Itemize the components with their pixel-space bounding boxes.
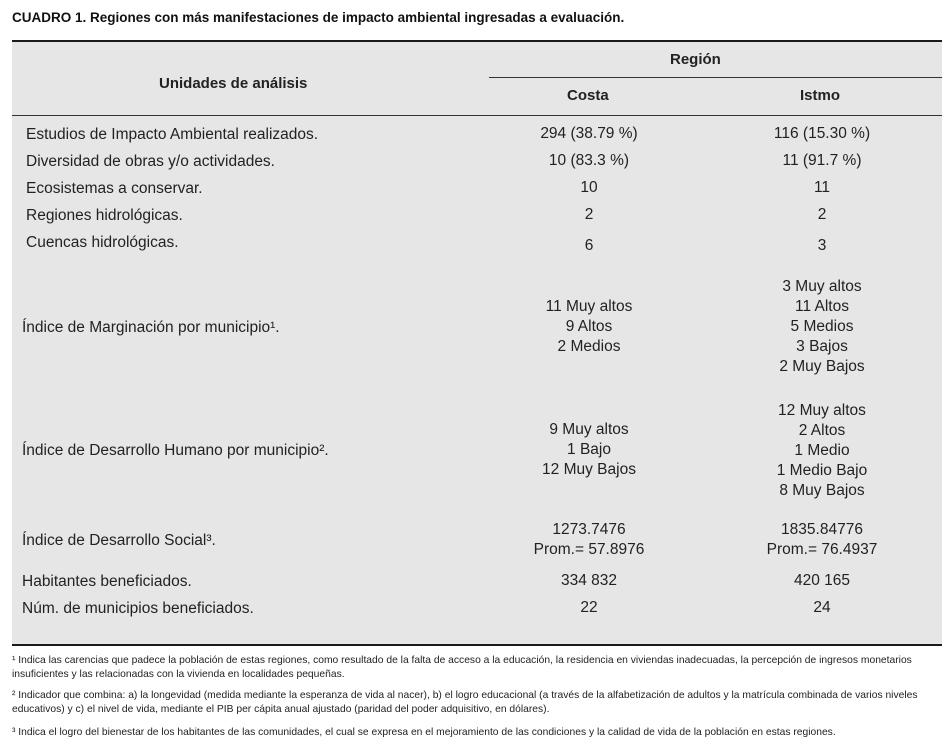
row-label: Cuencas hidrológicas.	[26, 234, 179, 251]
cell-line: 2	[584, 206, 594, 223]
cell-line: 5 Medios	[790, 318, 854, 335]
cell-istmo	[722, 571, 922, 591]
cell-istmo	[722, 598, 922, 618]
cell-costa	[489, 420, 689, 480]
cell-line: 22	[580, 599, 598, 616]
cell-costa	[489, 178, 689, 198]
footnote-2: ² Indicador que combina: a) la longevidad (medida mediante la esperanza de vida al nacer), b) el logro educacional (a través de la alfabetización de adultos y la matrícula combinada de varios niveles educativos) y c) el nivel de vida, mediante el PIB per cápita anual ajustado (paridad del poder adquisitivo, en dólares).	[12, 690, 918, 715]
cell-line: 1 Bajo	[567, 441, 611, 458]
cell-line: 334 832	[560, 572, 618, 589]
cell-line: 11	[813, 179, 831, 196]
cell-line: 2	[817, 206, 827, 223]
cell-line: 420 165	[793, 572, 851, 589]
cell-costa	[489, 124, 689, 144]
cell-line: Prom.= 76.4937	[766, 541, 878, 558]
cell-line: 8 Muy Bajos	[779, 482, 865, 499]
cell-costa	[489, 151, 689, 171]
cell-costa	[489, 598, 689, 618]
cell-line: 24	[813, 599, 831, 616]
header-bottom-rule	[12, 115, 942, 116]
cell-line: 11 Altos	[794, 298, 849, 315]
cell-istmo	[722, 236, 922, 256]
cell-line: 3 Bajos	[796, 338, 848, 355]
cell-line: 3 Muy altos	[782, 278, 862, 295]
cell-line: 10 (83.3 %)	[548, 152, 630, 169]
cell-line: 2 Muy Bajos	[779, 358, 865, 375]
row-label: Núm. de municipios beneficiados.	[22, 600, 254, 617]
footnote-1: ¹ Indica las carencias que padece la población de estas regiones, como resultado de la falta de acceso a la educación, la residencia en viviendas inadecuadas, la percepción de ingresos monetarios insuficientes y las relacionadas con la vivienda en localidades pequeñas.	[12, 655, 912, 680]
row-label: Habitantes beneficiados.	[22, 573, 192, 590]
row-label: Ecosistemas a conservar.	[26, 180, 203, 197]
cell-line: 294 (38.79 %)	[540, 125, 638, 142]
cell-costa	[489, 520, 689, 560]
cell-line: 1 Medio	[794, 442, 850, 459]
header-units: Unidades de análisis	[159, 75, 308, 92]
row-label: Índice de Desarrollo Social³.	[22, 532, 216, 549]
table-title: CUADRO 1. Regiones con más manifestaciones de impacto ambiental ingresadas a evaluación.	[12, 10, 625, 25]
data-table	[12, 40, 942, 646]
cell-line: 9 Muy altos	[549, 421, 629, 438]
footnote-3: ³ Indica el logro del bienestar de los habitantes de las comunidades, el cual se expresa en el mejoramiento de las condiciones y la calidad de vida de la población en estas regiones.	[12, 727, 836, 738]
cell-istmo	[722, 124, 922, 144]
cell-costa	[489, 236, 689, 256]
row-label: Índice de Desarrollo Humano por municipio².	[22, 442, 329, 459]
cell-istmo	[722, 401, 922, 501]
cell-istmo	[722, 277, 922, 377]
cell-istmo	[722, 178, 922, 198]
cell-line: 2 Altos	[798, 422, 846, 439]
cell-line: 1 Medio Bajo	[776, 462, 868, 479]
row-label: Diversidad de obras y/o actividades.	[26, 153, 275, 170]
cell-line: 3	[817, 237, 827, 254]
cell-costa	[489, 297, 689, 357]
cell-line: 12 Muy altos	[778, 402, 866, 419]
cell-line: 12 Muy Bajos	[542, 461, 636, 478]
header-region-divider	[489, 77, 942, 78]
cell-line: 6	[584, 237, 594, 254]
cell-costa	[489, 205, 689, 225]
cell-line: 1835.84776	[781, 521, 863, 538]
cell-line: 11 (91.7 %)	[782, 152, 862, 169]
header-region: Región	[670, 51, 721, 68]
cell-line: 10	[580, 179, 598, 196]
cell-istmo	[722, 205, 922, 225]
row-label: Índice de Marginación por municipio¹.	[22, 319, 280, 336]
header-costa: Costa	[567, 87, 609, 104]
cell-line: 1273.7476	[552, 521, 626, 538]
cell-line: 9 Altos	[565, 318, 613, 335]
row-label: Estudios de Impacto Ambiental realizados.	[26, 126, 319, 143]
header-istmo: Istmo	[800, 87, 841, 104]
cell-istmo	[722, 520, 922, 560]
row-label: Regiones hidrológicas.	[26, 207, 183, 224]
cell-line: 116 (15.30 %)	[773, 125, 871, 142]
cell-line: 11 Muy altos	[545, 298, 633, 315]
cell-line: 2 Medios	[557, 338, 621, 355]
cell-istmo	[722, 151, 922, 171]
cell-costa	[489, 571, 689, 591]
cell-line: Prom.= 57.8976	[533, 541, 645, 558]
